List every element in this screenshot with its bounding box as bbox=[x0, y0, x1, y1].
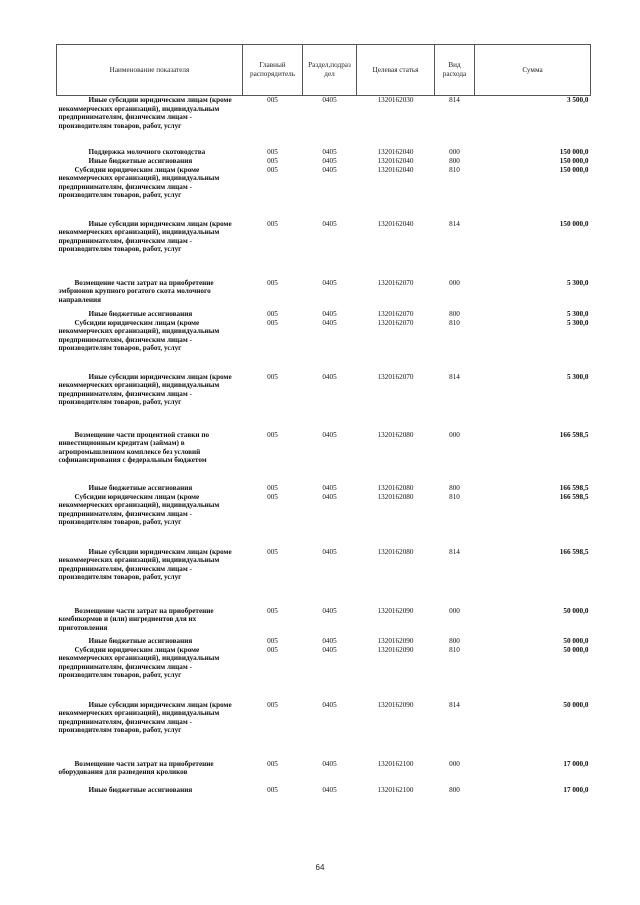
table-row bbox=[57, 148, 591, 157]
row-section: 0405 bbox=[322, 318, 337, 327]
row-article: 1320162070 bbox=[377, 318, 414, 327]
row-admin: 005 bbox=[267, 636, 278, 645]
row-name: Субсидии юридическим лицам (кроме некоммерческих организаций), индивидуальным предпринимателям, физическим лицам - производителям товаров, работ, услуг bbox=[58, 318, 220, 353]
row-section: 0405 bbox=[322, 219, 337, 228]
table-row bbox=[57, 646, 591, 701]
table-row bbox=[57, 431, 591, 484]
row-admin: 005 bbox=[267, 700, 278, 709]
table-row bbox=[57, 484, 591, 493]
table-row bbox=[57, 166, 591, 220]
row-name: Иные субсидии юридическим лицам (кроме некоммерческих организаций), индивидуальным предпринимателям, физическим лицам - производителям товаров, работ, услуг bbox=[58, 96, 232, 130]
row-sum: 166 598,5 bbox=[559, 483, 589, 492]
row-type: 000 bbox=[449, 759, 460, 768]
row-article: 1320162080 bbox=[377, 483, 414, 492]
header-section: Раздел,подраз дел bbox=[303, 45, 357, 96]
row-section: 0405 bbox=[322, 430, 337, 439]
row-section: 0405 bbox=[322, 278, 337, 287]
row-sum: 150 000,0 bbox=[559, 165, 589, 174]
row-admin: 005 bbox=[267, 147, 278, 156]
row-sum: 5 300,0 bbox=[566, 278, 589, 287]
row-article: 1320162030 bbox=[377, 96, 414, 104]
row-sum: 150 000,0 bbox=[559, 219, 589, 228]
row-sum: 5 300,0 bbox=[566, 372, 589, 381]
row-type: 000 bbox=[449, 430, 460, 439]
row-name: Возмещение части затрат на приобретение оборудования для разведения кроликов bbox=[58, 759, 214, 777]
row-article: 1320162040 bbox=[377, 219, 414, 228]
row-admin: 005 bbox=[267, 156, 278, 165]
row-section: 0405 bbox=[322, 700, 337, 709]
row-article: 1320162070 bbox=[377, 372, 414, 381]
row-article: 1320162070 bbox=[377, 309, 414, 318]
row-name: Возмещение части процентной ставки по инвестиционным кредитам (займам) в агропромышленном комплексе без условий софинансирования с федеральным бюджетом bbox=[58, 430, 210, 465]
row-sum: 166 598,5 bbox=[559, 547, 589, 556]
row-type: 800 bbox=[449, 785, 460, 794]
row-type: 814 bbox=[449, 700, 460, 709]
row-admin: 005 bbox=[267, 759, 278, 768]
row-article: 1320162080 bbox=[377, 430, 414, 439]
table-row bbox=[57, 373, 591, 431]
row-name: Иные субсидии юридическим лицам (кроме некоммерческих организаций), индивидуальным предпринимателям, физическим лицам - производителям товаров, работ, услуг bbox=[58, 547, 232, 582]
row-type: 814 bbox=[449, 547, 460, 556]
row-article: 1320162080 bbox=[377, 492, 414, 501]
row-admin: 005 bbox=[267, 219, 278, 228]
table-row bbox=[57, 319, 591, 373]
row-type: 814 bbox=[449, 372, 460, 381]
page-number: 64 bbox=[315, 863, 325, 872]
row-type: 810 bbox=[449, 318, 460, 327]
header-name: Наименование показателя bbox=[57, 45, 243, 96]
header-admin: Главный распорядитель bbox=[243, 45, 303, 96]
row-name: Иные бюджетные ассигнования bbox=[88, 156, 193, 165]
row-admin: 005 bbox=[267, 645, 278, 654]
row-sum: 17 000,0 bbox=[563, 759, 589, 768]
row-sum: 50 000,0 bbox=[563, 636, 589, 645]
row-name: Иные бюджетные ассигнования bbox=[88, 636, 193, 645]
row-sum: 3 500,0 bbox=[566, 96, 589, 104]
row-name: Субсидии юридическим лицам (кроме некоммерческих организаций), индивидуальным предпринимателям, физическим лицам - производителям товаров, работ, услуг bbox=[58, 492, 220, 527]
table-body bbox=[57, 96, 591, 798]
row-section: 0405 bbox=[322, 147, 337, 156]
row-section: 0405 bbox=[322, 492, 337, 501]
row-name: Возмещение части затрат на приобретение эмбрионов крупного рогатого скота молочного направления bbox=[58, 278, 214, 304]
row-sum: 50 000,0 bbox=[563, 645, 589, 654]
table-row bbox=[57, 701, 591, 760]
row-section: 0405 bbox=[322, 96, 337, 104]
row-article: 1320162090 bbox=[377, 700, 414, 709]
row-sum: 50 000,0 bbox=[563, 700, 589, 709]
row-sum: 17 000,0 bbox=[563, 785, 589, 794]
header-type: Вид расхода bbox=[435, 45, 475, 96]
row-sum: 5 300,0 bbox=[566, 318, 589, 327]
row-name: Иные субсидии юридическим лицам (кроме некоммерческих организаций), индивидуальным предпринимателям, физическим лицам - производителям товаров, работ, услуг bbox=[58, 372, 232, 407]
row-sum: 5 300,0 bbox=[566, 309, 589, 318]
row-section: 0405 bbox=[322, 785, 337, 794]
table-row bbox=[57, 493, 591, 548]
row-type: 814 bbox=[449, 96, 460, 104]
table-row bbox=[57, 607, 591, 637]
row-type: 800 bbox=[449, 309, 460, 318]
row-type: 810 bbox=[449, 492, 460, 501]
row-section: 0405 bbox=[322, 309, 337, 318]
row-name: Субсидии юридическим лицам (кроме некоммерческих организаций), индивидуальным предпринимателям, физическим лицам - производителям товаров, работ, услуг bbox=[58, 645, 220, 680]
row-name: Иные субсидии юридическим лицам (кроме некоммерческих организаций), индивидуальным предпринимателям, физическим лицам - производителям товаров, работ, услуг bbox=[58, 219, 232, 254]
row-section: 0405 bbox=[322, 483, 337, 492]
row-name: Иные бюджетные ассигнования bbox=[88, 309, 193, 318]
table-row bbox=[57, 637, 591, 646]
row-type: 814 bbox=[449, 219, 460, 228]
table-row bbox=[57, 548, 591, 607]
header-sum: Сумма bbox=[475, 45, 591, 96]
row-sum: 50 000,0 bbox=[563, 606, 589, 615]
row-article: 1320162100 bbox=[377, 759, 414, 768]
row-type: 000 bbox=[449, 606, 460, 615]
row-admin: 005 bbox=[267, 278, 278, 287]
table-header-row bbox=[57, 45, 591, 96]
table-row bbox=[57, 220, 591, 279]
row-name: Поддержка молочного скотоводства bbox=[88, 147, 206, 156]
row-article: 1320162100 bbox=[377, 785, 414, 794]
row-section: 0405 bbox=[322, 165, 337, 174]
row-type: 000 bbox=[449, 278, 460, 287]
row-article: 1320162040 bbox=[377, 156, 414, 165]
row-type: 810 bbox=[449, 645, 460, 654]
row-article: 1320162070 bbox=[377, 278, 414, 287]
table-row bbox=[57, 310, 591, 319]
budget-table bbox=[56, 44, 591, 798]
row-section: 0405 bbox=[322, 759, 337, 768]
row-type: 800 bbox=[449, 156, 460, 165]
row-section: 0405 bbox=[322, 606, 337, 615]
row-name: Субсидии юридическим лицам (кроме некоммерческих организаций), индивидуальным предпринимателям, физическим лицам - производителям товаров, работ, услуг bbox=[58, 165, 220, 200]
table-row bbox=[57, 279, 591, 310]
row-admin: 005 bbox=[267, 96, 278, 104]
row-admin: 005 bbox=[267, 309, 278, 318]
row-admin: 005 bbox=[267, 372, 278, 381]
row-sum: 150 000,0 bbox=[559, 156, 589, 165]
table-row bbox=[57, 760, 591, 786]
row-admin: 005 bbox=[267, 165, 278, 174]
row-type: 800 bbox=[449, 483, 460, 492]
row-article: 1320162090 bbox=[377, 606, 414, 615]
row-admin: 005 bbox=[267, 492, 278, 501]
row-article: 1320162090 bbox=[377, 636, 414, 645]
row-section: 0405 bbox=[322, 156, 337, 165]
table-row bbox=[57, 157, 591, 166]
row-type: 800 bbox=[449, 636, 460, 645]
row-section: 0405 bbox=[322, 547, 337, 556]
row-article: 1320162090 bbox=[377, 645, 414, 654]
row-sum: 150 000,0 bbox=[559, 147, 589, 156]
row-name: Иные субсидии юридическим лицам (кроме некоммерческих организаций), индивидуальным предпринимателям, физическим лицам - производителям товаров, работ, услуг bbox=[58, 700, 232, 735]
row-section: 0405 bbox=[322, 645, 337, 654]
table-row bbox=[57, 96, 591, 148]
row-name: Возмещение части затрат на приобретение комбикормов и (или) ингредиентов для их приготовления bbox=[58, 606, 214, 632]
row-admin: 005 bbox=[267, 547, 278, 556]
row-article: 1320162080 bbox=[377, 547, 414, 556]
row-sum: 166 598,5 bbox=[559, 492, 589, 501]
row-admin: 005 bbox=[267, 430, 278, 439]
row-sum: 166 598,5 bbox=[559, 430, 589, 439]
row-section: 0405 bbox=[322, 372, 337, 381]
row-name: Иные бюджетные ассигнования bbox=[88, 483, 193, 492]
row-admin: 005 bbox=[267, 785, 278, 794]
row-section: 0405 bbox=[322, 636, 337, 645]
row-admin: 005 bbox=[267, 483, 278, 492]
row-article: 1320162040 bbox=[377, 147, 414, 156]
table-row bbox=[57, 786, 591, 798]
row-admin: 005 bbox=[267, 318, 278, 327]
row-type: 000 bbox=[449, 147, 460, 156]
header-article: Целевая статья bbox=[357, 45, 435, 96]
row-admin: 005 bbox=[267, 606, 278, 615]
row-article: 1320162040 bbox=[377, 165, 414, 174]
row-type: 810 bbox=[449, 165, 460, 174]
row-name: Иные бюджетные ассигнования bbox=[88, 785, 193, 794]
